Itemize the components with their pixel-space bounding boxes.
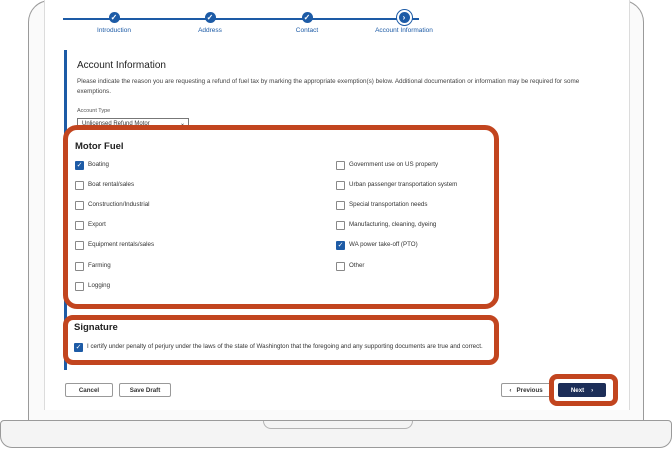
step-label: Contact [295,27,319,34]
step-label: Account Information [375,27,433,34]
checkbox-checked-icon[interactable]: ✓ [337,242,344,249]
laptop-base [0,420,672,448]
signature-highlight [63,315,499,365]
option-label: Boat rental/sales [88,181,135,188]
option-label: Manufacturing, cleaning, dyeing [349,221,437,228]
save-draft-button[interactable]: Save Draft [119,383,171,397]
signature-heading: Signature [74,322,118,333]
next-button-highlight [549,374,618,406]
option-label: Export [88,221,106,228]
previous-button[interactable] [501,383,551,397]
motor-fuel-highlight [63,125,499,309]
option-label: Farming [88,262,111,269]
laptop-groove [263,421,413,429]
account-type-value: Unlicensed Refund Motor [82,121,150,127]
instructions-text: Please indicate the reason you are requesting a refund of fuel tax by marking the appropriate exemption(s) below. Additional documentation or information may be required for some exemptions. [77,78,580,95]
option-label: Government use on US property [349,161,439,168]
step-account-information[interactable] [344,12,464,34]
option-label: WA power take-off (PTO) [349,241,418,248]
option-label: Equipment rentals/sales [88,241,155,248]
check-icon: ✓ [205,12,216,23]
option-label: Other [349,262,365,269]
motor-fuel-heading: Motor Fuel [75,141,124,152]
check-icon: ✓ [302,12,313,23]
next-label: Next [570,387,585,394]
option-label: Construction/Industrial [88,201,150,208]
current-step-icon: › [399,12,410,23]
cancel-button[interactable]: Cancel [65,383,113,397]
option-label: Boating [88,161,109,168]
previous-label: Previous [516,387,543,394]
option-label: Logging [88,282,111,289]
account-type-label: Account Type [77,108,111,114]
check-icon: ✓ [109,12,120,23]
checkbox-checked-icon[interactable]: ✓ [76,162,83,169]
chevron-left-icon: ‹ [509,387,512,394]
checkbox-checked-icon[interactable]: ✓ [75,344,82,351]
page-title: Account Information [77,60,166,71]
option-label: Special transportation needs [349,201,428,208]
step-label: Introduction [97,27,131,34]
option-label: Urban passenger transportation system [349,181,458,188]
chevron-right-icon: › [591,387,594,394]
chevron-down-icon: ⌄ [179,121,185,127]
certify-label: I certify under penalty of perjury under the laws of the state of Washington that the foregoing and any supporting documents are true and correct. [87,343,483,350]
step-label: Address [198,27,222,34]
